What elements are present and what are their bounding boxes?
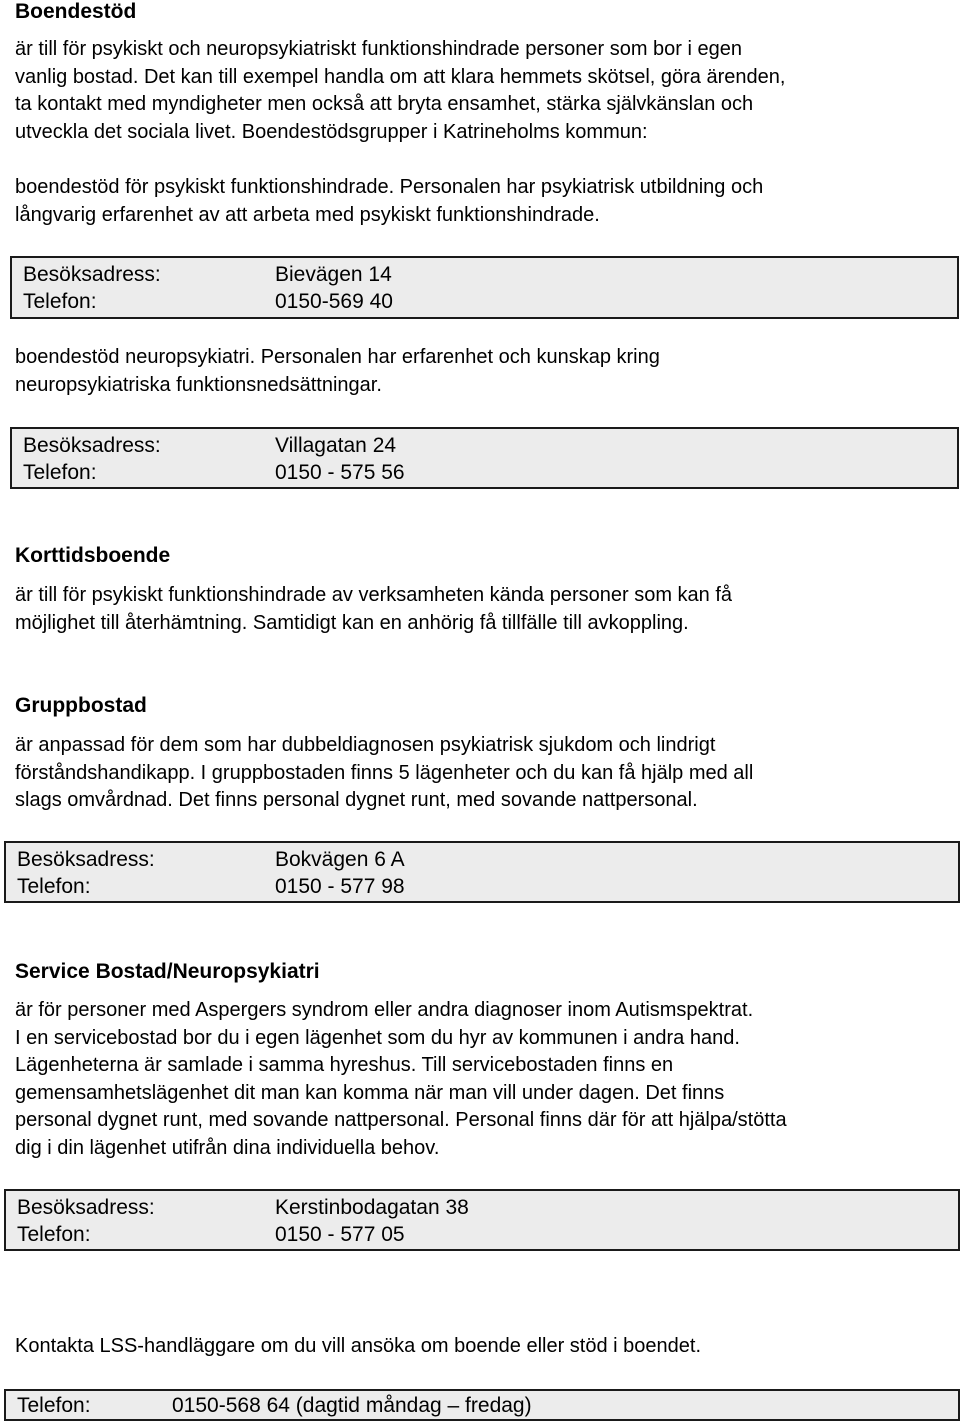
phone-row <box>17 1221 405 1249</box>
text-line: dig i din lägenhet utifrån dina individuella behov. <box>15 1136 440 1159</box>
phone-row <box>23 288 393 316</box>
boendestod-intro <box>15 36 785 146</box>
phone-row <box>17 1392 532 1420</box>
boendestod-neuro-text <box>15 344 660 399</box>
heading-boendestod: Boendestöd <box>15 0 137 23</box>
text-line: I en servicebostad bor du i egen lägenhet som du hyr av kommunen i andra hand. <box>15 1026 740 1049</box>
text-line: är till för psykiskt och neuropsykiatriskt funktionshindrade personer som bor i egen <box>15 38 743 60</box>
address-row <box>17 846 405 874</box>
servicebostad-text <box>15 997 787 1162</box>
boendestod-psyk-text <box>15 174 763 229</box>
text-line: långvarig erfarenhet av att arbeta med psykiskt funktionshindrade. <box>15 203 600 226</box>
text-line: boendestöd för psykiskt funktionshindrade. Personalen har psykiatrisk utbildning och <box>15 176 764 198</box>
contact-box-psyk <box>10 256 959 319</box>
kontakt-text: Kontakta LSS-handläggare om du vill ansöka om boende eller stöd i boendet. <box>15 1335 702 1357</box>
text-line: boendestöd neuropsykiatri. Personalen har erfarenhet och kunskap kring <box>15 346 660 368</box>
contact-box-neuro <box>10 427 959 489</box>
text-line: är anpassad för dem som har dubbeldiagnosen psykiatrisk sjukdom och lindrigt <box>15 734 716 756</box>
korttidsboende-text <box>15 582 732 637</box>
address-label: Besöksadress: <box>23 263 161 286</box>
phone-label: Telefon: <box>17 1394 91 1417</box>
address-value: Bievägen 14 <box>275 263 392 286</box>
address-value: Bokvägen 6 A <box>275 848 405 871</box>
address-label: Besöksadress: <box>17 1196 155 1219</box>
text-line: personal dygnet runt, med sovande nattpersonal. Personal finns där för att hjälpa/stötta <box>15 1109 787 1131</box>
phone-value: 0150-568 64 (dagtid måndag – fredag) <box>172 1394 532 1417</box>
text-line: möjlighet till återhämtning. Samtidigt kan en anhörig få tillfälle till avkoppling. <box>15 611 689 634</box>
text-line: slags omvårdnad. Det finns personal dygnet runt, med sovande nattpersonal. <box>15 789 698 811</box>
phone-label: Telefon: <box>17 875 91 898</box>
text-line: är för personer med Aspergers syndrom eller andra diagnoser inom Autismspektrat. <box>15 999 754 1021</box>
address-row <box>17 1194 469 1222</box>
phone-value: 0150 - 577 98 <box>275 875 405 898</box>
text-line: Lägenheterna är samlade i samma hyreshus. Till servicebostaden finns en <box>15 1054 674 1076</box>
address-label: Besöksadress: <box>23 434 161 457</box>
phone-label: Telefon: <box>17 1223 91 1246</box>
text-line: vanlig bostad. Det kan till exempel handla om att klara hemmets skötsel, göra ärenden, <box>15 65 786 88</box>
text-line: förståndshandikapp. I gruppbostaden finns 5 lägenheter och du kan få hjälp med all <box>15 761 754 784</box>
text-line: är till för psykiskt funktionshindrade av verksamheten kända personer som kan få <box>15 584 733 606</box>
phone-label: Telefon: <box>23 461 97 484</box>
phone-value: 0150-569 40 <box>275 290 393 313</box>
address-label: Besöksadress: <box>17 848 155 871</box>
address-value: Kerstinbodagatan 38 <box>275 1196 469 1219</box>
gruppbostad-text <box>15 732 753 815</box>
phone-row <box>23 459 405 487</box>
phone-row <box>17 873 405 901</box>
text-line: gemensamhetslägenhet dit man kan komma när man vill under dagen. Det finns <box>15 1081 725 1104</box>
address-value: Villagatan 24 <box>275 434 397 457</box>
contact-box-servicebostad <box>4 1189 960 1251</box>
phone-label: Telefon: <box>23 290 97 313</box>
address-row <box>23 261 392 289</box>
contact-box-lss <box>4 1389 960 1421</box>
phone-value: 0150 - 575 56 <box>275 461 405 484</box>
address-row <box>23 432 397 460</box>
text-line: neuropsykiatriska funktionsnedsättningar. <box>15 373 382 396</box>
contact-box-gruppbostad <box>4 841 960 903</box>
heading-servicebostad: Service Bostad/Neuropsykiatri <box>15 960 320 983</box>
heading-gruppbostad: Gruppbostad <box>15 694 147 717</box>
text-line: utveckla det sociala livet. Boendestödsgrupper i Katrineholms kommun: <box>15 120 648 143</box>
phone-value: 0150 - 577 05 <box>275 1223 405 1246</box>
text-line: ta kontakt med myndigheter men också att bryta ensamhet, stärka självkänslan och <box>15 93 754 115</box>
heading-korttidsboende: Korttidsboende <box>15 544 171 567</box>
